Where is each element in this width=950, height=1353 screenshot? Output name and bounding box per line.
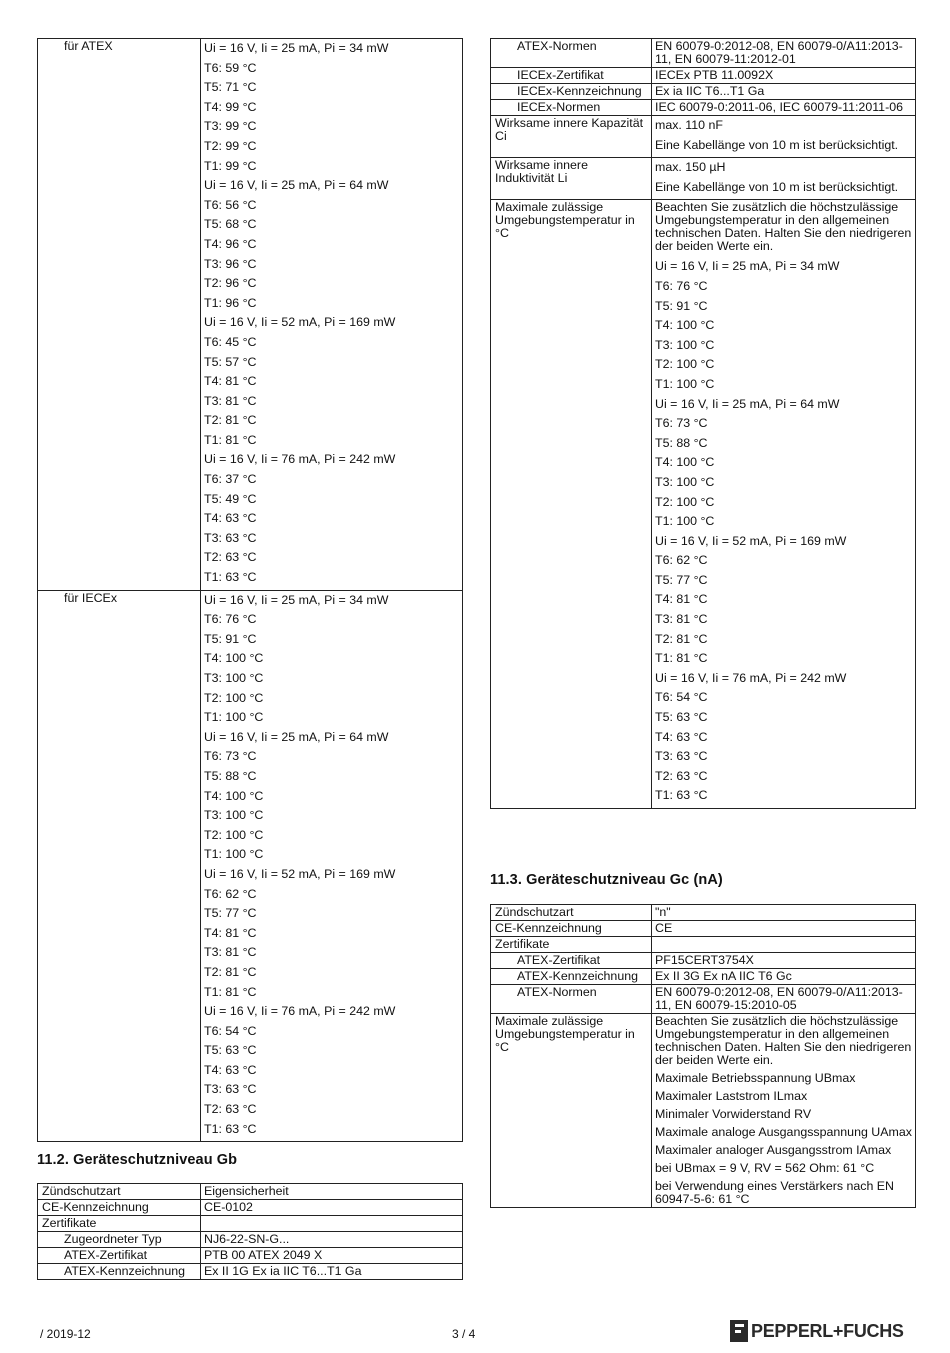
list-item: T3: 100 °C bbox=[204, 671, 264, 685]
iecex-normen-value: IEC 60079-0:2011-06, IEC 60079-11:2011-06 bbox=[652, 100, 916, 116]
list-item: T6: 76 °C bbox=[204, 612, 257, 627]
list-item: T5: 91 °C bbox=[655, 298, 708, 313]
table-row bbox=[491, 84, 916, 100]
row-key: ATEX-Kennzeichnung bbox=[491, 969, 652, 985]
list-item: Ui = 16 V, Ii = 25 mA, Pi = 64 mW bbox=[204, 178, 389, 193]
list-item: T1: 81 °C bbox=[655, 651, 708, 666]
atex-normen-value: EN 60079-0:2012-08, EN 60079-0/A11:2013-11, EN 60079-11:2012-01 bbox=[652, 39, 916, 68]
list-item: Ui = 16 V, Ii = 76 mA, Pi = 242 mW bbox=[204, 452, 396, 467]
temperature-label: Maximale zulässige Umgebungstemperatur in °C bbox=[491, 200, 652, 809]
table-row bbox=[491, 905, 916, 921]
iecex-temperature-list bbox=[201, 590, 463, 1142]
iecex-mark-label: IECEx-Kennzeichnung bbox=[491, 84, 652, 100]
table-row bbox=[38, 39, 463, 591]
row-value: Ex II 3G Ex nA IIC T6 Gc bbox=[652, 969, 916, 985]
list-item: bei UBmax = 9 V, RV = 562 Ohm: 61 °C bbox=[655, 1161, 875, 1175]
row-value: PF15CERT3754X bbox=[652, 953, 916, 969]
left-temperature-table bbox=[37, 38, 463, 1142]
list-item: T1: 63 °C bbox=[204, 1121, 257, 1136]
list-item: T2: 81 °C bbox=[655, 631, 708, 646]
list-item: max. 150 µH bbox=[655, 160, 726, 175]
table-row bbox=[38, 1264, 463, 1280]
list-item: T1: 81 °C bbox=[204, 984, 257, 999]
right-certificate-table bbox=[490, 38, 916, 809]
gc-temperature-label: Maximale zulässige Umgebungstemperatur in °C bbox=[491, 1014, 652, 1208]
list-item: Ui = 16 V, Ii = 76 mA, Pi = 242 mW bbox=[204, 1004, 396, 1019]
list-item: Ui = 16 V, Ii = 25 mA, Pi = 64 mW bbox=[204, 729, 389, 744]
list-item: T6: 73 °C bbox=[204, 749, 257, 764]
list-item: T6: 56 °C bbox=[204, 197, 257, 212]
list-item: T4: 63 °C bbox=[204, 511, 257, 526]
atex-normen-label: ATEX-Normen bbox=[491, 39, 652, 68]
table-row bbox=[491, 953, 916, 969]
inductance-label: Wirksame innere Induktivität Li bbox=[491, 158, 652, 200]
footer-page-number: 3 / 4 bbox=[452, 1327, 476, 1341]
row-key: ATEX-Zertifikat bbox=[38, 1248, 201, 1264]
table-row bbox=[491, 1014, 916, 1208]
list-item: T4: 63 °C bbox=[204, 1062, 257, 1077]
list-item: T6: 73 °C bbox=[655, 416, 708, 431]
gc-table bbox=[490, 904, 916, 1208]
row-key: CE-Kennzeichnung bbox=[491, 921, 652, 937]
table-row bbox=[491, 116, 916, 158]
list-item: Minimaler Vorwiderstand RV bbox=[655, 1107, 812, 1121]
list-item: T5: 49 °C bbox=[204, 491, 257, 506]
list-item: T2: 81 °C bbox=[204, 964, 257, 979]
iecex-label: für IECEx bbox=[38, 590, 201, 1142]
list-item: Maximaler Laststrom ILmax bbox=[655, 1089, 808, 1103]
row-value: "n" bbox=[652, 905, 916, 921]
list-item: T1: 63 °C bbox=[655, 788, 708, 803]
list-item: Ui = 16 V, Ii = 52 mA, Pi = 169 mW bbox=[655, 533, 847, 548]
list-item: Eine Kabellänge von 10 m ist berücksichtigt. bbox=[655, 137, 899, 152]
temperature-cell bbox=[652, 200, 916, 809]
list-item: Ui = 16 V, Ii = 25 mA, Pi = 64 mW bbox=[655, 396, 840, 411]
table-row bbox=[38, 1200, 463, 1216]
list-item: T3: 81 °C bbox=[204, 393, 257, 408]
list-item: T1: 100 °C bbox=[655, 376, 715, 391]
list-item: T4: 96 °C bbox=[204, 236, 257, 251]
capacitance-values bbox=[652, 116, 916, 158]
table-row bbox=[491, 39, 916, 68]
table-row bbox=[38, 1232, 463, 1248]
table-row bbox=[491, 68, 916, 84]
gc-temperature-cell bbox=[652, 1014, 916, 1208]
gc-legend-list bbox=[655, 1072, 912, 1206]
table-row bbox=[491, 100, 916, 116]
table-row bbox=[38, 1248, 463, 1264]
list-item: T5: 77 °C bbox=[655, 572, 708, 587]
inductance-values bbox=[652, 158, 916, 200]
footer-date: / 2019-12 bbox=[40, 1327, 91, 1341]
list-item: T5: 68 °C bbox=[204, 217, 257, 232]
table-row bbox=[38, 1216, 463, 1232]
list-item: T2: 99 °C bbox=[204, 138, 257, 153]
list-item: Eine Kabellänge von 10 m ist berücksichtigt. bbox=[655, 179, 899, 194]
row-value: PTB 00 ATEX 2049 X bbox=[201, 1248, 463, 1264]
list-item: T3: 63 °C bbox=[655, 749, 708, 764]
table-row bbox=[38, 590, 463, 1142]
list-item: T6: 54 °C bbox=[655, 690, 708, 705]
list-item: T1: 100 °C bbox=[655, 514, 715, 529]
row-value: CE-0102 bbox=[201, 1200, 463, 1216]
list-item: T6: 62 °C bbox=[655, 553, 708, 568]
iecex-cert-label: IECEx-Zertifikat bbox=[491, 68, 652, 84]
list-item: max. 110 nF bbox=[655, 118, 723, 132]
list-item: T4: 81 °C bbox=[204, 374, 257, 389]
list-item: T2: 81 °C bbox=[204, 413, 257, 428]
row-key: Zugeordneter Typ bbox=[38, 1232, 201, 1248]
list-item: T3: 99 °C bbox=[204, 119, 257, 134]
row-value: NJ6-22-SN-G... bbox=[201, 1232, 463, 1248]
list-item: T2: 63 °C bbox=[204, 1102, 257, 1117]
row-key: ATEX-Normen bbox=[491, 985, 652, 1014]
gc-temperature-note: Beachten Sie zusätzlich die höchstzulässige Umgebungstemperatur in den allgemeinen technischen Daten. Halten Sie den niedrigeren der beiden Werte ein. bbox=[655, 1014, 912, 1067]
list-item: T2: 100 °C bbox=[204, 827, 264, 842]
list-item: T4: 100 °C bbox=[655, 318, 715, 333]
list-item: Ui = 16 V, Ii = 52 mA, Pi = 169 mW bbox=[204, 315, 396, 330]
list-item: T1: 81 °C bbox=[204, 432, 257, 447]
row-key: Zertifikate bbox=[491, 937, 652, 953]
list-item: T3: 100 °C bbox=[204, 808, 264, 823]
list-item: bei Verwendung eines Verstärkers nach EN 60947-5-6: 61 °C bbox=[655, 1179, 895, 1206]
temperature-list bbox=[655, 258, 912, 807]
list-item: T3: 96 °C bbox=[204, 256, 257, 271]
list-item: Maximale Betriebsspannung UBmax bbox=[655, 1071, 856, 1085]
list-item: T1: 100 °C bbox=[204, 710, 264, 725]
list-item: T5: 71 °C bbox=[204, 80, 257, 95]
list-item: T3: 100 °C bbox=[655, 337, 715, 352]
list-item: T2: 100 °C bbox=[655, 357, 715, 372]
list-item: T5: 88 °C bbox=[204, 768, 257, 783]
list-item: T4: 99 °C bbox=[204, 99, 257, 114]
list-item: T5: 57 °C bbox=[204, 354, 257, 369]
table-row bbox=[38, 1184, 463, 1200]
list-item: T1: 99 °C bbox=[204, 158, 257, 173]
list-item: T3: 100 °C bbox=[655, 474, 715, 489]
temperature-note: Beachten Sie zusätzlich die höchstzulässige Umgebungstemperatur in den allgemeinen technischen Daten. Halten Sie den niedrigeren der beiden Werte ein. bbox=[655, 200, 912, 254]
section-heading-gb: 11.2. Geräteschutzniveau Gb bbox=[37, 1152, 238, 1168]
atex-label: für ATEX bbox=[38, 39, 201, 591]
list-item: T6: 45 °C bbox=[204, 334, 257, 349]
list-item: T1: 96 °C bbox=[204, 295, 257, 310]
brand-name: PEPPERL+FUCHS bbox=[751, 1320, 904, 1341]
list-item: T5: 63 °C bbox=[655, 710, 708, 725]
atex-temperature-list bbox=[201, 39, 463, 591]
brand-logo-icon bbox=[730, 1320, 748, 1342]
row-key: Zündschutzart bbox=[38, 1184, 201, 1200]
iecex-cert-value: IECEx PTB 11.0092X bbox=[652, 68, 916, 84]
table-row bbox=[491, 985, 916, 1014]
row-value: Eigensicherheit bbox=[201, 1184, 463, 1200]
list-item: T4: 100 °C bbox=[204, 651, 264, 666]
list-item: T2: 96 °C bbox=[204, 276, 257, 291]
list-item: T6: 37 °C bbox=[204, 472, 257, 487]
list-item: Ui = 16 V, Ii = 76 mA, Pi = 242 mW bbox=[655, 670, 847, 685]
row-value: EN 60079-0:2012-08, EN 60079-0/A11:2013-11, EN 60079-15:2010-05 bbox=[652, 985, 916, 1014]
table-row bbox=[491, 937, 916, 953]
list-item: T2: 100 °C bbox=[655, 494, 715, 509]
list-item: Maximale analoge Ausgangsspannung UAmax bbox=[655, 1125, 912, 1139]
list-item: T3: 63 °C bbox=[204, 530, 257, 545]
table-row bbox=[491, 158, 916, 200]
list-item: T6: 54 °C bbox=[204, 1023, 257, 1038]
row-key: Zündschutzart bbox=[491, 905, 652, 921]
list-item: T5: 63 °C bbox=[204, 1043, 257, 1058]
list-item: T2: 100 °C bbox=[204, 690, 264, 705]
row-key: ATEX-Zertifikat bbox=[491, 953, 652, 969]
row-key: CE-Kennzeichnung bbox=[38, 1200, 201, 1216]
list-item: T3: 81 °C bbox=[204, 945, 257, 960]
list-item: Ui = 16 V, Ii = 25 mA, Pi = 34 mW bbox=[204, 592, 389, 607]
list-item: T2: 63 °C bbox=[655, 768, 708, 783]
iecex-normen-label: IECEx-Normen bbox=[491, 100, 652, 116]
table-row bbox=[491, 200, 916, 809]
list-item: T6: 59 °C bbox=[204, 60, 257, 75]
list-item: T3: 81 °C bbox=[655, 612, 708, 627]
row-value bbox=[201, 1216, 463, 1232]
row-value: CE bbox=[652, 921, 916, 937]
list-item: Ui = 16 V, Ii = 52 mA, Pi = 169 mW bbox=[204, 866, 396, 881]
row-value bbox=[652, 937, 916, 953]
list-item: T6: 76 °C bbox=[655, 278, 708, 293]
row-key: Zertifikate bbox=[38, 1216, 201, 1232]
list-item: T4: 81 °C bbox=[204, 925, 257, 940]
list-item: T3: 63 °C bbox=[204, 1082, 257, 1097]
list-item: Maximaler analoger Ausgangsstrom IAmax bbox=[655, 1143, 892, 1157]
list-item: T4: 63 °C bbox=[655, 729, 708, 744]
list-item: T5: 77 °C bbox=[204, 906, 257, 921]
row-value: Ex II 1G Ex ia IIC T6...T1 Ga bbox=[201, 1264, 463, 1280]
section-heading-gc: 11.3. Geräteschutzniveau Gc (nA) bbox=[490, 872, 723, 888]
table-row bbox=[491, 921, 916, 937]
list-item: T4: 100 °C bbox=[655, 455, 715, 470]
list-item: T1: 100 °C bbox=[204, 847, 264, 862]
list-item: T4: 81 °C bbox=[655, 592, 708, 607]
gb-table bbox=[37, 1183, 463, 1280]
list-item: T5: 88 °C bbox=[655, 435, 708, 450]
table-row bbox=[491, 969, 916, 985]
brand-logo bbox=[730, 1320, 904, 1342]
list-item: Ui = 16 V, Ii = 25 mA, Pi = 34 mW bbox=[655, 259, 840, 274]
list-item: T4: 100 °C bbox=[204, 788, 264, 803]
list-item: T5: 91 °C bbox=[204, 631, 257, 646]
list-item: Ui = 16 V, Ii = 25 mA, Pi = 34 mW bbox=[204, 41, 389, 55]
list-item: T2: 63 °C bbox=[204, 550, 257, 565]
row-key: ATEX-Kennzeichnung bbox=[38, 1264, 201, 1280]
list-item: T6: 62 °C bbox=[204, 886, 257, 901]
capacitance-label: Wirksame innere Kapazität Ci bbox=[491, 116, 652, 158]
list-item: T1: 63 °C bbox=[204, 570, 257, 585]
iecex-mark-value: Ex ia IIC T6...T1 Ga bbox=[652, 84, 916, 100]
